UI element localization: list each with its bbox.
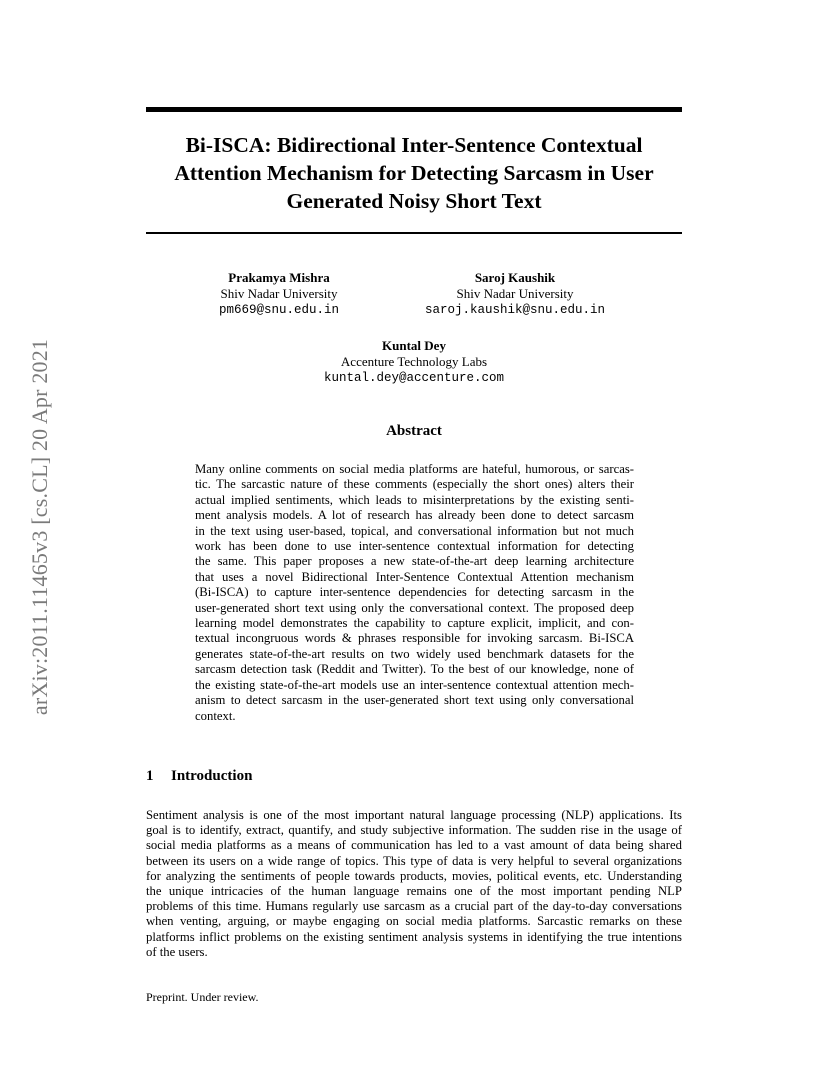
- author-block-dey: [294, 338, 534, 386]
- intro-line: social media platforms as a means of communication has led to a vast amount of data being shared: [146, 838, 682, 853]
- abstract-line: that uses a novel Bidirectional Inter-Sentence Contextual Attention mechanism: [195, 569, 634, 584]
- intro-line: for analyzing the sentiments of people towards products, movies, political events, etc. Understanding: [146, 868, 682, 883]
- intro-line: platforms inflict problems on the existing sentiment analysis systems in identifying the true intentions: [146, 929, 682, 944]
- author-block-mishra: [198, 270, 360, 318]
- abstract-line: learning model demonstrates the capability to capture explicit, implicit, and con-: [195, 616, 634, 631]
- section-title: Introduction: [171, 768, 253, 784]
- abstract-line: sarcasm detection task (Reddit and Twitter). To the best of our knowledge, none of: [195, 662, 634, 677]
- intro-line: goal is to identify, extract, quantify, and study subjective information. The sudden rise in the usage of: [146, 823, 682, 838]
- intro-line: when venting, arguing, or maybe engaging on social media platforms. Sarcastic remarks on these: [146, 914, 682, 929]
- author-email: kuntal.dey@accenture.com: [323, 371, 505, 385]
- title-top-rule: [146, 107, 682, 112]
- abstract-line: actual implied sentiments, which leads to misinterpretations by the existing senti-: [195, 492, 634, 507]
- title-line: Attention Mechanism for Detecting Sarcasm in User: [174, 161, 654, 185]
- paper-title: [146, 131, 682, 215]
- abstract-line: context.: [195, 708, 236, 723]
- abstract-line: anism to detect sarcasm in the user-generated short text using only conversational: [195, 693, 634, 708]
- abstract-line: tic. The sarcastic nature of these comments (especially the short ones) alters their: [195, 477, 634, 492]
- title-bottom-rule: [146, 232, 682, 234]
- preprint-footer: Preprint. Under review.: [146, 990, 259, 1004]
- author-affiliation: Shiv Nadar University: [220, 286, 338, 301]
- abstract-body: [195, 462, 634, 724]
- introduction-body: [146, 808, 682, 960]
- abstract-line: user-generated short text using only the conversational context. The proposed deep: [195, 600, 634, 615]
- section-number: 1: [146, 768, 154, 784]
- abstract-line: in the text using user-based, topical, and conversational information but not much: [195, 523, 634, 538]
- abstract-line: Many online comments on social media platforms are hateful, humorous, or sarcas-: [195, 462, 634, 476]
- abstract-heading: Abstract: [386, 423, 442, 439]
- abstract-line: (Bi-ISCA) to capture inter-sentence dependencies for detecting sarcasm in the: [195, 585, 634, 600]
- section-heading-introduction: [146, 767, 252, 785]
- abstract-line: work has been done to use inter-sentence contextual information for detecting: [195, 539, 634, 554]
- author-affiliation: Shiv Nadar University: [456, 286, 574, 301]
- intro-line: problems of this time. Humans regularly use sarcasm as a crucial part of the day-to-day conversations: [146, 899, 682, 914]
- intro-line: Sentiment analysis is one of the most important natural language processing (NLP) applications. Its: [146, 808, 682, 822]
- author-block-kaushik: [410, 270, 620, 318]
- title-line: Generated Noisy Short Text: [286, 189, 542, 213]
- abstract-line: the same. This paper proposes a new state-of-the-art deep learning architecture: [195, 554, 634, 569]
- author-email: pm669@snu.edu.in: [218, 303, 340, 317]
- intro-line: the unique intricacies of the human language remains one of the most important pending NLP: [146, 884, 682, 899]
- author-name: Prakamya Mishra: [228, 270, 330, 285]
- author-affiliation: Accenture Technology Labs: [340, 354, 488, 369]
- abstract-line: the existing state-of-the-art models use an inter-sentence contextual attention mech-: [195, 677, 634, 692]
- author-name: Kuntal Dey: [382, 338, 446, 353]
- title-line: Bi-ISCA: Bidirectional Inter-Sentence Contextual: [185, 133, 643, 157]
- abstract-line: ment analysis models. A lot of research has already been done to detect sarcasm: [195, 508, 634, 523]
- abstract-line: textual incongruous words & phrases responsible for invoking sarcasm. Bi-ISCA: [195, 631, 634, 646]
- arxiv-identifier-text: arXiv:2011.11465v3 [cs.CL] 20 Apr 2021: [27, 338, 52, 716]
- abstract-line: generates state-of-the-art results on two widely used benchmark datasets for the: [195, 646, 634, 661]
- intro-line: of the users.: [146, 944, 208, 959]
- author-name: Saroj Kaushik: [474, 270, 556, 285]
- author-email: saroj.kaushik@snu.edu.in: [424, 303, 606, 317]
- intro-line: between its users on a wide range of topics. This type of data is very helpful to several organizations: [146, 853, 682, 868]
